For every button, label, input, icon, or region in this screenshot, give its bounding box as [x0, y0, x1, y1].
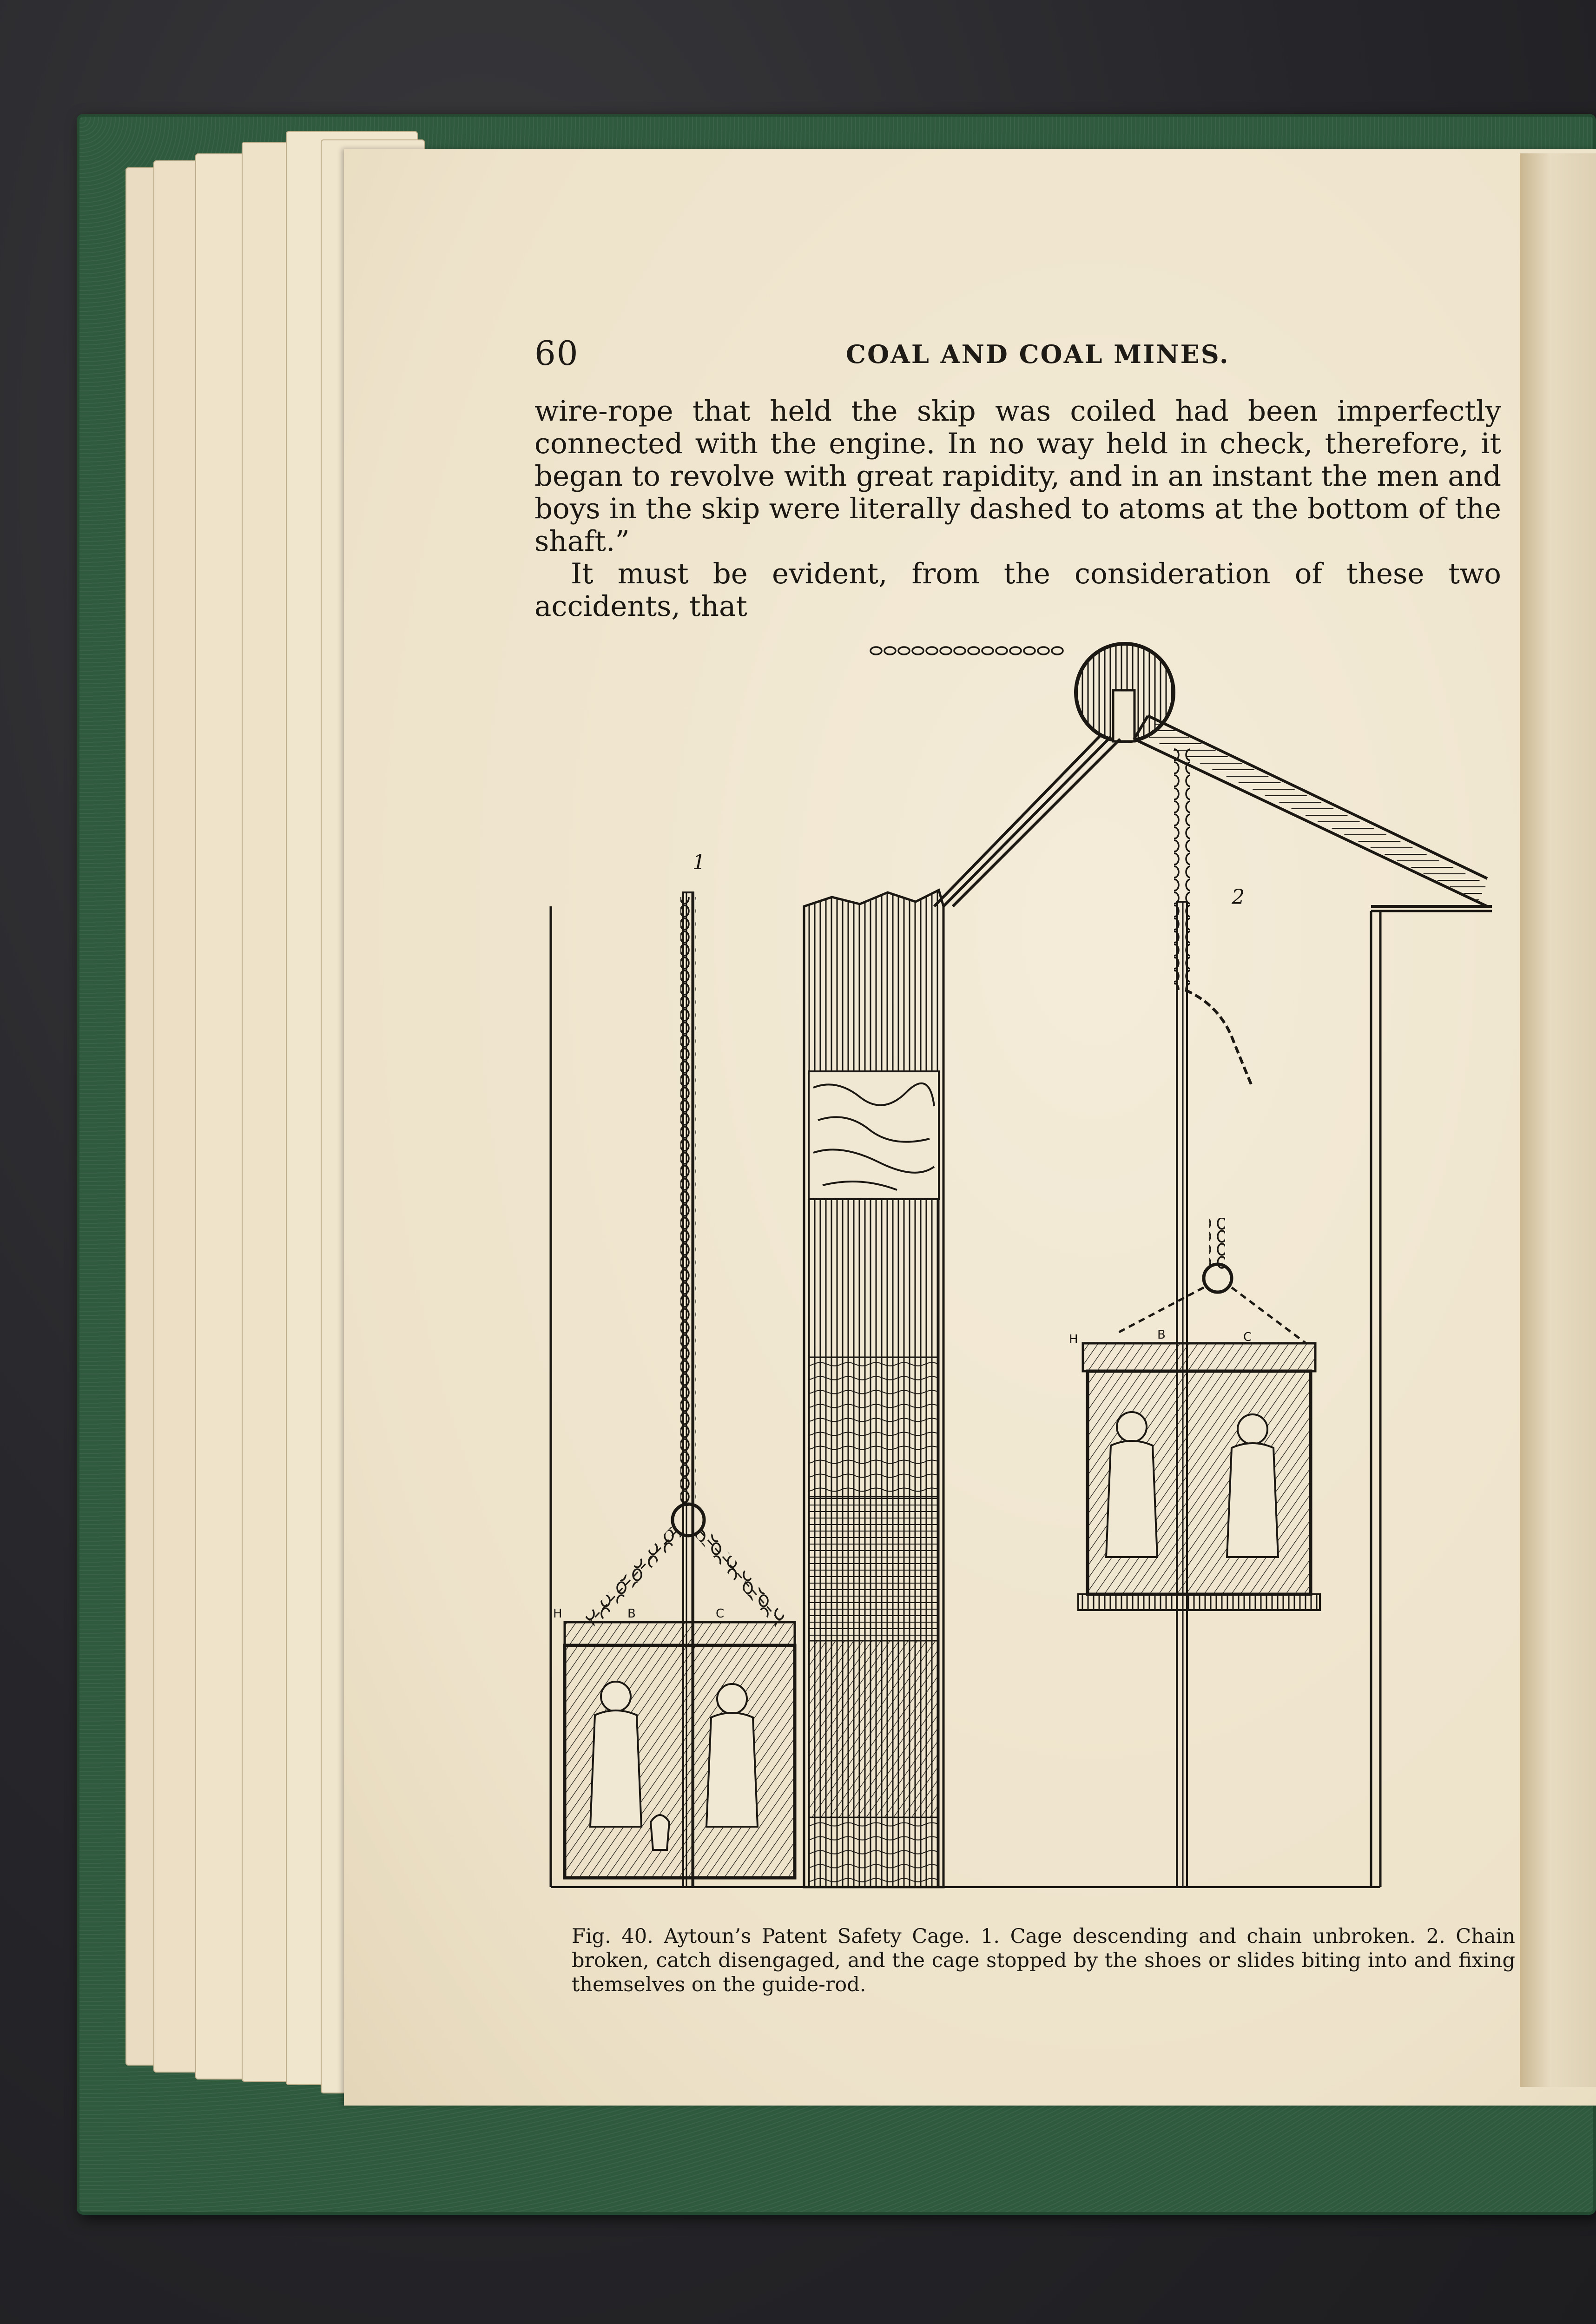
letter-b-2: B — [1157, 1328, 1166, 1342]
drum-chain — [869, 646, 1064, 659]
headframe-beams — [934, 716, 1492, 906]
cage-1 — [553, 892, 795, 1887]
cage-1-label: 1 — [692, 851, 706, 874]
cage-2 — [1069, 748, 1320, 1887]
figure-caption: Fig. 40. Aytoun’s Patent Safety Cage. 1. Cage descending and chain unbroken. 2. Chain broken, catch disengaged, and the cage stopped by the shoes or slides biting into and fixing themselves on the guide-rod. — [572, 1925, 1515, 1996]
letter-c-2: C — [1243, 1330, 1252, 1344]
letter-b-1: B — [627, 1607, 636, 1621]
letter-c-1: C — [716, 1607, 725, 1621]
hoist-chain-1 — [680, 897, 696, 1506]
safety-cage-illustration — [534, 618, 1506, 1910]
broken-chain — [1174, 748, 1190, 990]
engraving-figure — [534, 618, 1506, 1910]
letter-h-2: H — [1069, 1333, 1078, 1347]
shaft-wall-right — [1371, 911, 1492, 1887]
body-text — [534, 395, 1501, 623]
page-header — [534, 334, 1497, 376]
cage-2-label: 2 — [1232, 885, 1245, 909]
page-number: 60 — [534, 334, 579, 373]
letter-h-1: H — [553, 1607, 562, 1621]
paragraph: It must be evident, from the consideration of these two accidents, that — [534, 557, 1501, 623]
running-head: COAL AND COAL MINES. — [846, 339, 1230, 369]
cage-1-crossbar — [565, 1622, 795, 1645]
facing-page-edge — [1520, 153, 1596, 2087]
cage-2-crossbar — [1083, 1343, 1315, 1371]
strata-column — [804, 890, 943, 1887]
paragraph: wire-rope that held the skip was coiled had been imperfectly connected with the engine. In no way held in check, therefore, it began to revolve with great rapidity, and in an instant the men and boys in the skip were literally dashed to atoms at the bottom of the shaft.” — [534, 395, 1501, 558]
